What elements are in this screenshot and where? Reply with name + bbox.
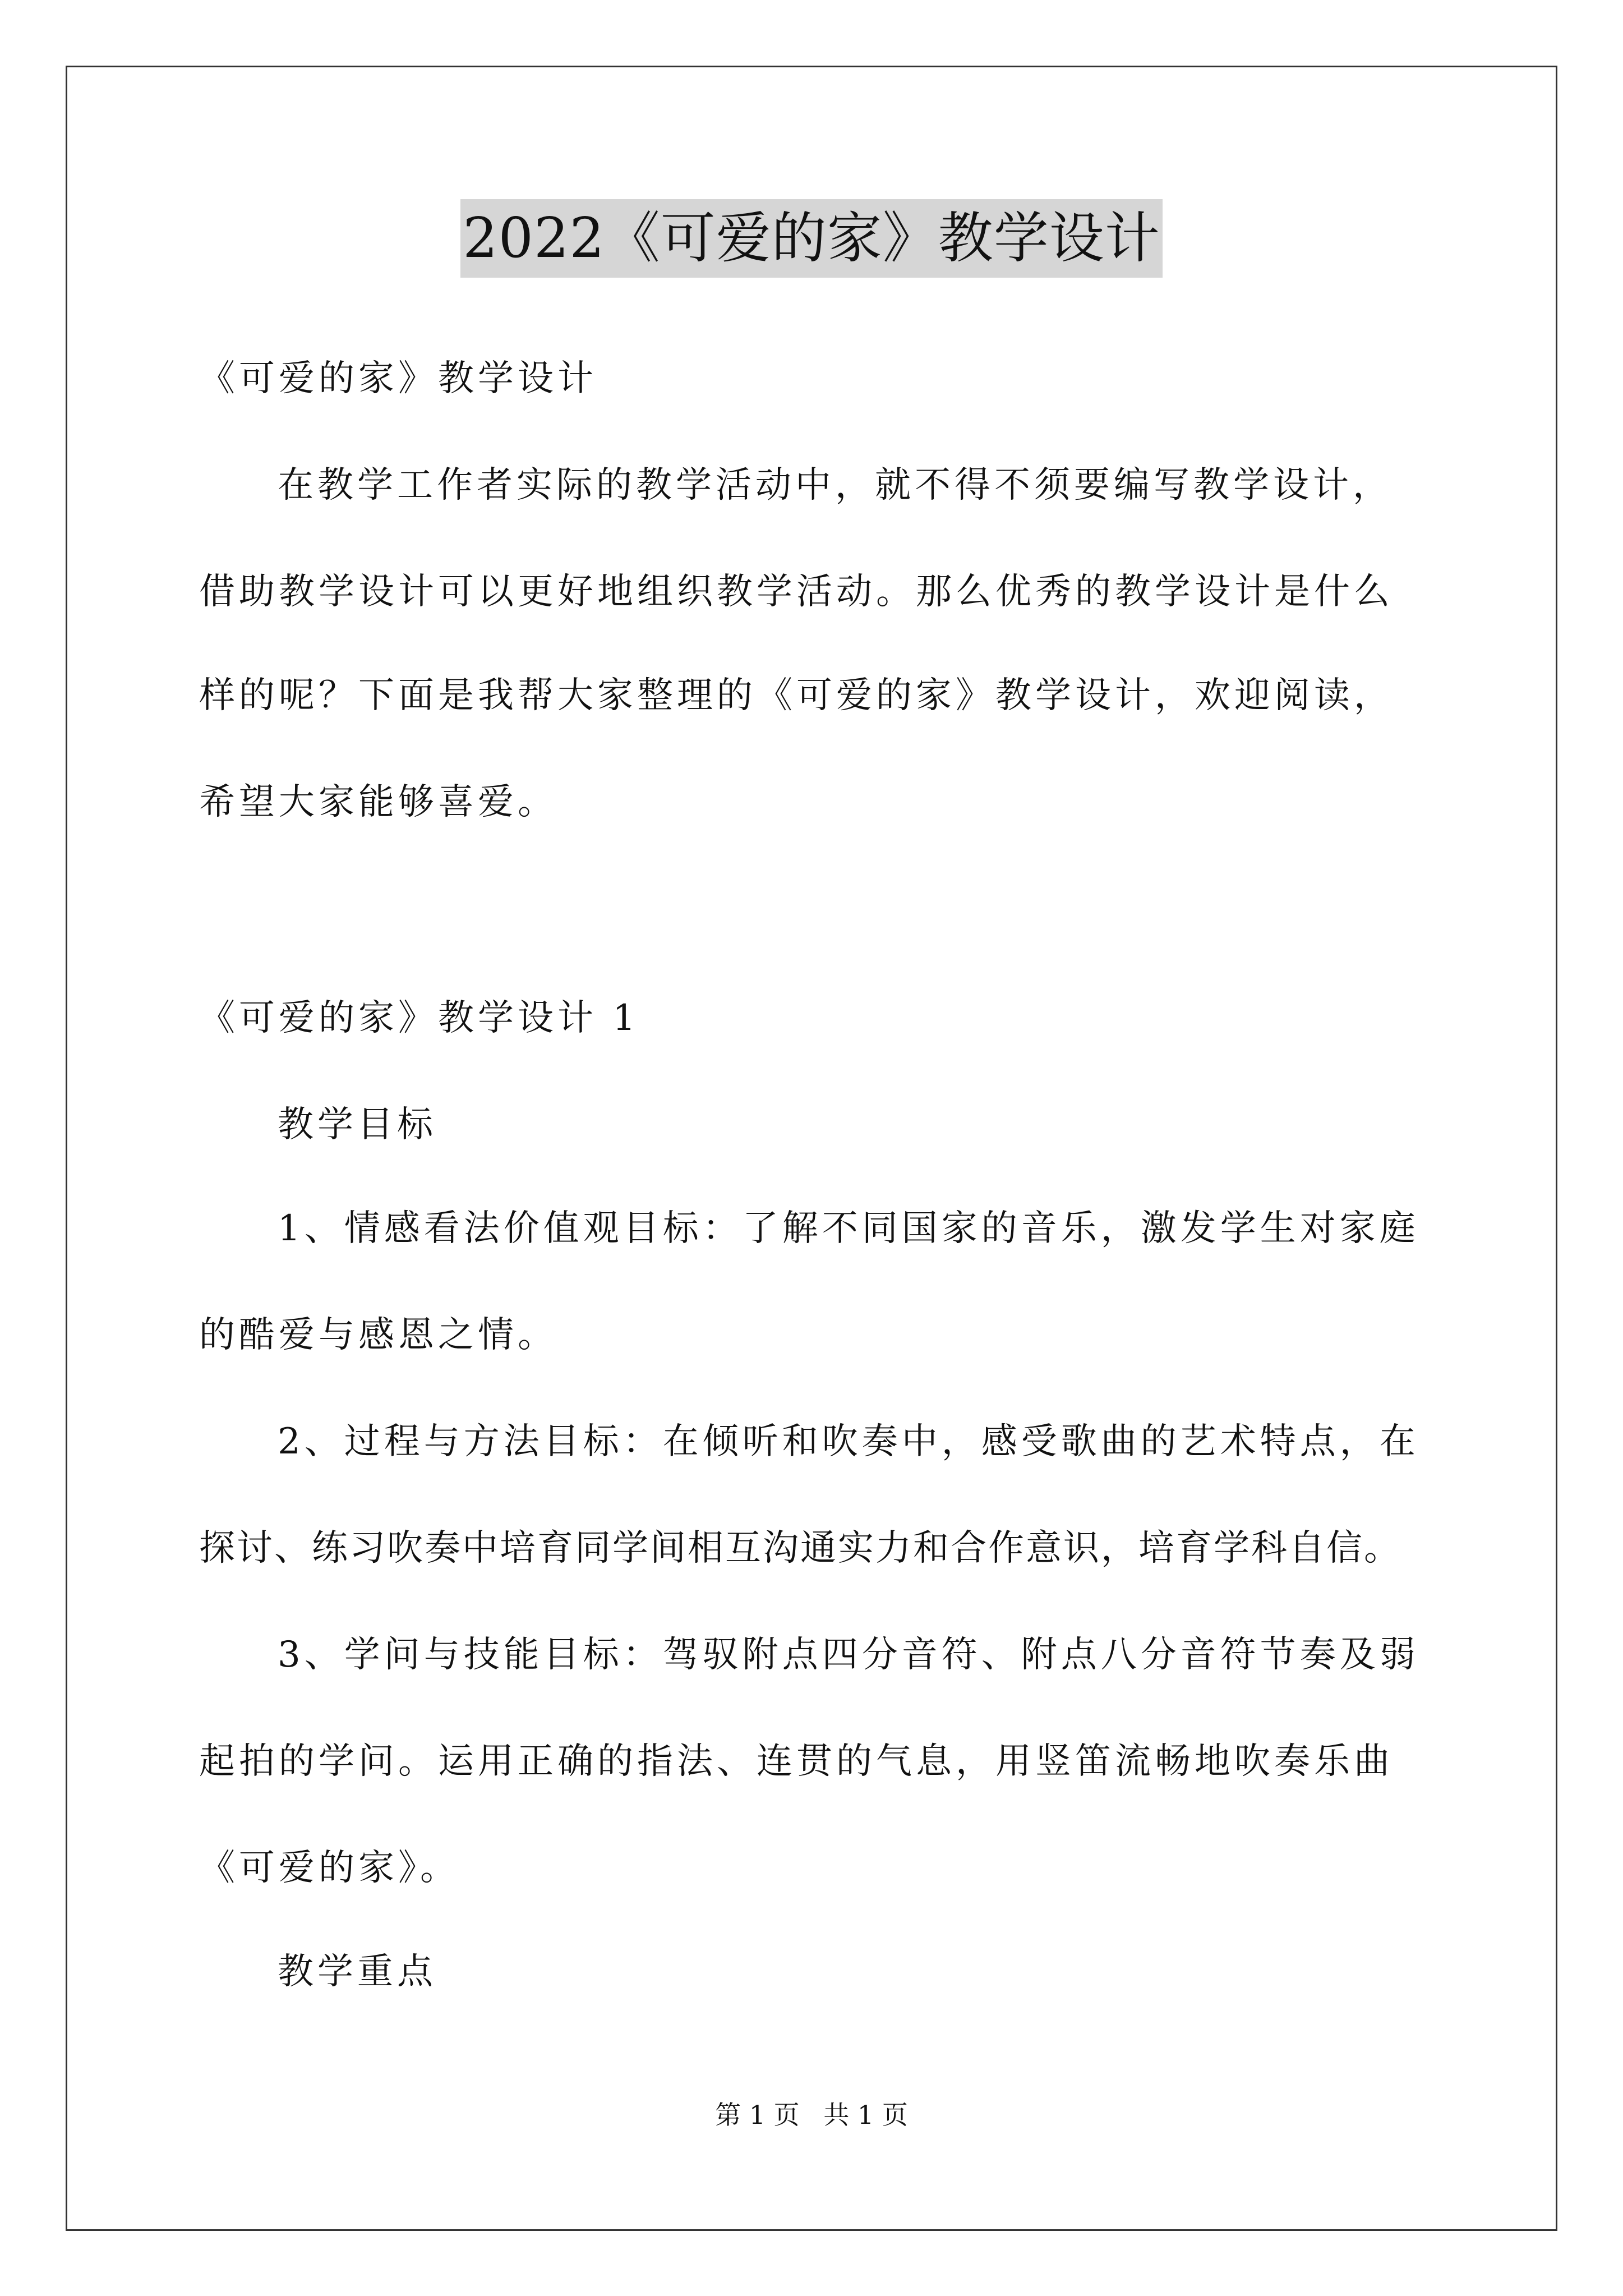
paragraph-line: 探讨、练习吹奏中培育同学间相互沟通实力和合作意识，培育学科自信。 xyxy=(199,1527,1401,1569)
subtitle-line: 《可爱的家》教学设计 xyxy=(199,358,597,399)
paragraph-line: 3、学问与技能目标：驾驭附点四分音符、附点八分音符节奏及弱 xyxy=(278,1634,1419,1676)
section-heading: 《可爱的家》教学设计 1 xyxy=(199,997,640,1039)
paragraph-line: 样的呢？下面是我帮大家整理的《可爱的家》教学设计，欢迎阅读， xyxy=(199,675,1394,716)
subsection-heading: 教学重点 xyxy=(278,1951,437,1993)
paragraph-line: 起拍的学问。运用正确的指法、连贯的气息，用竖笛流畅地吹奏乐曲 xyxy=(199,1741,1394,1782)
page-number-total: 共 1 页 xyxy=(823,2100,908,2130)
paragraph-line: 2、过程与方法目标：在倾听和吹奏中，感受歌曲的艺术特点，在 xyxy=(278,1421,1419,1462)
paragraph-line: 的酷爱与感恩之情。 xyxy=(199,1314,557,1356)
paragraph-line: 希望大家能够喜爱。 xyxy=(199,781,557,823)
document-title: 2022《可爱的家》教学设计 xyxy=(460,199,1162,278)
page-footer xyxy=(0,2098,1623,2132)
page-number-current: 第 1 页 xyxy=(715,2100,800,2130)
paragraph-line: 1、情感看法价值观目标：了解不同国家的音乐，激发学生对家庭 xyxy=(278,1208,1419,1249)
paragraph-line: 《可爱的家》。 xyxy=(199,1847,460,1889)
title-container xyxy=(0,199,1623,278)
paragraph-line: 借助教学设计可以更好地组织教学活动。那么优秀的教学设计是什么 xyxy=(199,571,1394,613)
subsection-heading: 教学目标 xyxy=(278,1104,437,1145)
paragraph-line: 在教学工作者实际的教学活动中，就不得不须要编写教学设计， xyxy=(278,464,1393,506)
